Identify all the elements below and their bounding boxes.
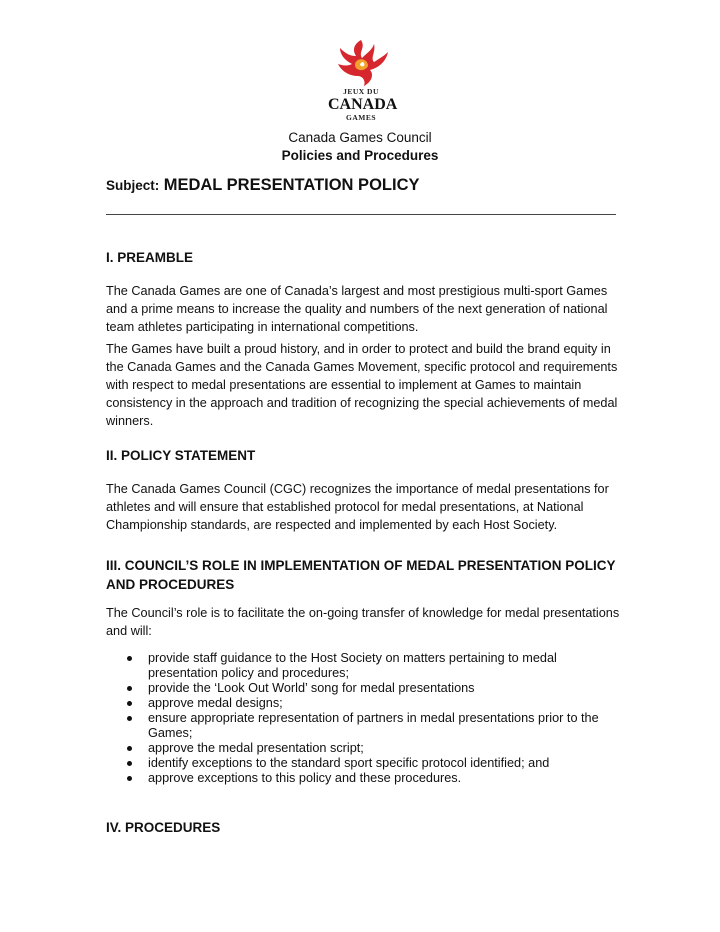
list-item-text: provide the ‘Look Out World’ song for medal presentations: [148, 681, 475, 695]
section-heading-policy: II. POLICY STATEMENT: [106, 448, 256, 463]
subject-label: Subject:: [106, 178, 160, 193]
list-item: [106, 711, 621, 741]
logo-line-2: CANADA: [328, 95, 398, 113]
section-heading-role: III. COUNCIL’S ROLE IN IMPLEMENTATION OF MEDAL PRESENTATION POLICY AND PROCEDURES: [106, 558, 616, 592]
bullet-icon: [127, 716, 132, 721]
role-intro-paragraph: The Council’s role is to facilitate the on-going transfer of knowledge for medal presentations and will:: [106, 606, 620, 638]
bullet-icon: [127, 686, 132, 691]
document-type: Policies and Procedures: [281, 148, 439, 163]
header-divider: [106, 214, 616, 215]
list-item-text: provide staff guidance to the Host Society on matters pertaining to medal presentation policy and procedures;: [148, 651, 557, 680]
preamble-paragraph-1: The Canada Games are one of Canada’s largest and most prestigious multi-sport Games and a prime means to increase the quality and numbers of the next generation of national team athletes participating in international competitions.: [106, 284, 608, 334]
logo-line-3: GAMES: [345, 112, 376, 122]
role-bullet-list: [106, 651, 621, 786]
policy-paragraph-1: The Canada Games Council (CGC) recognizes the importance of medal presentations for athletes and will ensure that established protocol for medal presentations, at National Championship standards, are respected and implemented by each Host Society.: [106, 482, 609, 532]
bullet-icon: [127, 746, 132, 751]
list-item: [106, 651, 621, 681]
preamble-paragraph-2: The Games have built a proud history, and in order to protect and build the brand equity in the Canada Games and the Canada Games Movement, specific protocol and requirements with respect to medal presentations are essential to implement at Games to maintain consistency in the approach and tradition of recognizing the special achievements of medal winners.: [106, 342, 618, 428]
section-heading-preamble: I. PREAMBLE: [106, 250, 194, 265]
section-heading-procedures: IV. PROCEDURES: [106, 820, 221, 835]
list-item: [106, 696, 621, 711]
bullet-icon: [127, 656, 132, 661]
list-item-text: approve exceptions to this policy and these procedures.: [148, 771, 462, 785]
list-item: [106, 756, 621, 771]
list-item: [106, 741, 621, 756]
list-item: [106, 771, 621, 786]
list-item: [106, 681, 621, 696]
list-item-text: identify exceptions to the standard sport specific protocol identified; and: [148, 756, 550, 770]
list-item-text: ensure appropriate representation of partners in medal presentations prior to the Games;: [148, 711, 599, 740]
list-item-text: approve medal designs;: [148, 696, 283, 710]
bullet-icon: [127, 701, 132, 706]
bullet-icon: [127, 776, 132, 781]
flame-bird-icon: [328, 38, 394, 88]
subject-line: [106, 176, 420, 195]
organization-name: Canada Games Council: [288, 130, 432, 145]
bullet-icon: [127, 761, 132, 766]
logo-line-1: JEUX DU: [343, 87, 379, 96]
subject-title: MEDAL PRESENTATION POLICY: [163, 176, 420, 194]
canada-games-logo: [328, 38, 398, 132]
list-item-text: approve the medal presentation script;: [148, 741, 364, 755]
